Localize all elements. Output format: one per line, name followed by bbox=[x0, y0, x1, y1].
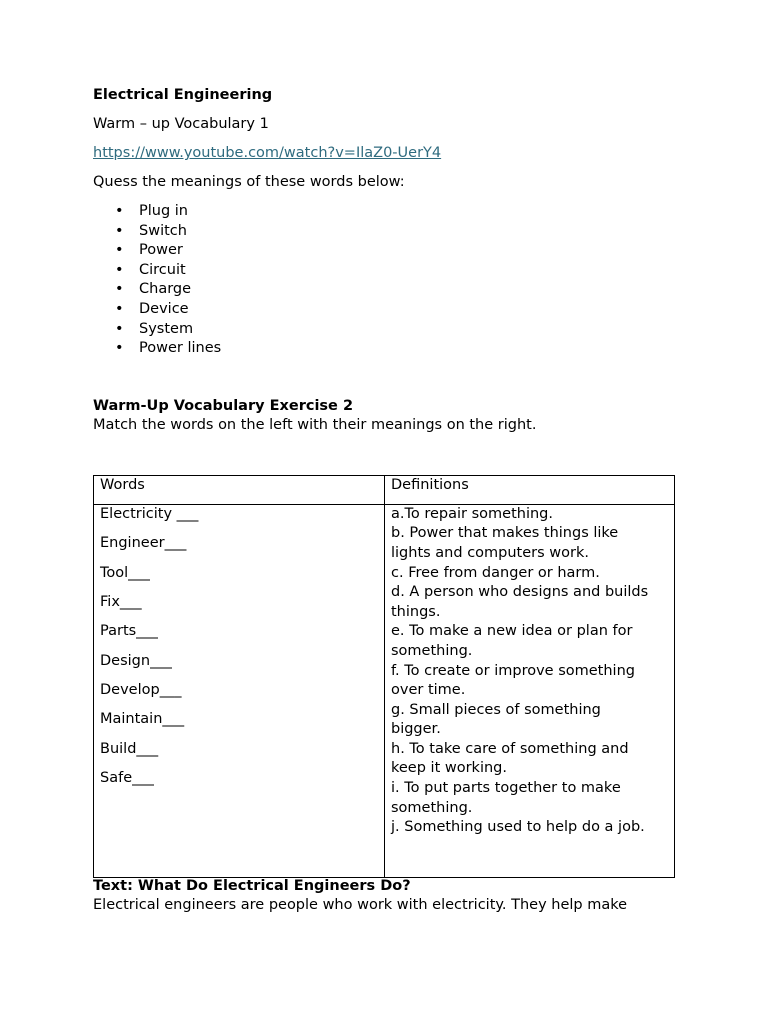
definition-line: over time. bbox=[391, 682, 466, 699]
list-item: • Power bbox=[93, 241, 683, 261]
word-item: Develop___ bbox=[100, 682, 182, 699]
definition-line: keep it working. bbox=[391, 760, 507, 777]
word-item: Tool___ bbox=[100, 564, 150, 581]
bullet-icon: • bbox=[115, 261, 124, 278]
bullet-icon: • bbox=[115, 203, 124, 219]
definition-line: lights and computers work. bbox=[391, 544, 589, 561]
list-item: • Charge bbox=[93, 280, 683, 300]
word-item: Design___ bbox=[100, 652, 172, 669]
list-item: • Circuit bbox=[93, 261, 683, 281]
bullet-icon: • bbox=[115, 222, 124, 239]
definitions-cell bbox=[385, 504, 675, 877]
definition-line: j. Something used to help do a job. bbox=[391, 819, 645, 836]
definition-line: i. To put parts together to make bbox=[391, 780, 621, 797]
text-section-title: Text: What Do Electrical Engineers Do? bbox=[93, 877, 411, 894]
header-definitions: Definitions bbox=[385, 475, 675, 504]
document-page bbox=[93, 86, 683, 916]
definition-line: d. A person who designs and builds bbox=[391, 584, 649, 601]
text-section-body: Electrical engineers are people who work with electricity. They help make bbox=[93, 896, 628, 913]
definition-line: e. To make a new idea or plan for bbox=[391, 623, 633, 640]
word-item: Engineer___ bbox=[100, 535, 187, 552]
definition-line: bigger. bbox=[391, 721, 441, 738]
instruction-guess-meanings: Quess the meanings of these words below: bbox=[93, 174, 405, 190]
bullet-icon: • bbox=[115, 340, 124, 357]
definition-line: f. To create or improve something bbox=[391, 662, 635, 679]
table-row bbox=[94, 504, 675, 877]
bullet-icon: • bbox=[115, 281, 124, 298]
document-title: Electrical Engineering bbox=[93, 87, 273, 103]
header-words: Words bbox=[94, 475, 385, 504]
word-item: Fix___ bbox=[100, 593, 142, 610]
definition-line: g. Small pieces of something bbox=[391, 701, 601, 718]
bullet-icon: • bbox=[115, 242, 124, 259]
bullet-icon: • bbox=[115, 320, 124, 337]
vocabulary-1-heading: Warm – up Vocabulary 1 bbox=[93, 116, 269, 132]
list-item: • Switch bbox=[93, 222, 683, 242]
vocabulary-bullet-list bbox=[93, 202, 683, 359]
list-item: • Device bbox=[93, 300, 683, 320]
exercise-2-instruction: Match the words on the left with their meanings on the right. bbox=[93, 417, 537, 434]
bullet-icon: • bbox=[115, 300, 124, 317]
word-item: Build___ bbox=[100, 740, 159, 757]
list-item: • Plug in bbox=[93, 202, 683, 222]
matching-table bbox=[93, 475, 675, 878]
youtube-link[interactable]: https://www.youtube.com/watch?v=IlaZ0-UerY4 bbox=[93, 145, 442, 161]
word-item: Parts___ bbox=[100, 623, 158, 640]
definition-line: c. Free from danger or harm. bbox=[391, 564, 600, 581]
list-item: • System bbox=[93, 320, 683, 340]
exercise-2-title: Warm-Up Vocabulary Exercise 2 bbox=[93, 397, 354, 414]
definition-line: things. bbox=[391, 603, 441, 620]
definition-line: b. Power that makes things like bbox=[391, 525, 619, 542]
definition-line: something. bbox=[391, 799, 473, 816]
definition-line: a.To repair something. bbox=[391, 505, 553, 522]
word-item: Electricity ___ bbox=[100, 505, 199, 522]
word-item: Safe___ bbox=[100, 770, 154, 787]
word-item: Maintain___ bbox=[100, 711, 185, 728]
list-item: • Power lines bbox=[93, 339, 683, 359]
words-cell bbox=[94, 504, 385, 877]
definition-line: h. To take care of something and bbox=[391, 740, 629, 757]
table-header-row bbox=[94, 475, 675, 504]
definition-line: something. bbox=[391, 642, 473, 659]
